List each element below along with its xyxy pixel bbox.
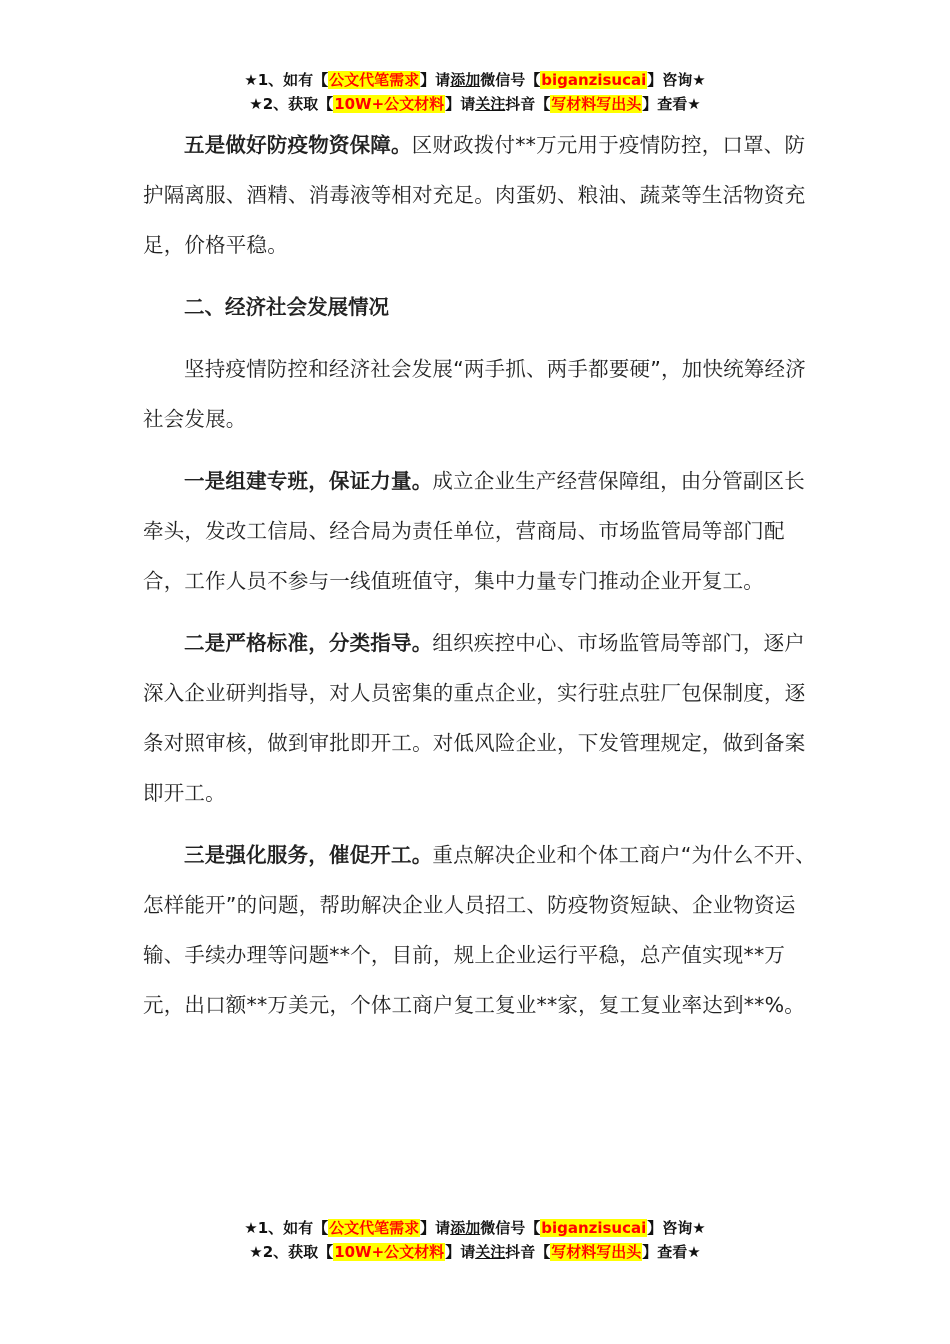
banner-text: 】请	[420, 71, 451, 89]
banner-text: ★2、获取【	[249, 95, 334, 113]
banner-text: 】查看★	[642, 95, 701, 113]
banner-text: 抖音【	[505, 1243, 551, 1261]
banner-text: ★1、如有【	[244, 1219, 329, 1237]
paragraph-lead: 一是组建专班，保证力量。	[184, 469, 433, 493]
wechat-id: biganzisucai	[541, 71, 647, 89]
banner-text: 微信号【	[480, 71, 541, 89]
paragraph	[143, 456, 823, 606]
douyin-id: 写材料写出头	[551, 95, 642, 113]
banner-text: 】请	[420, 1219, 451, 1237]
section-heading: 二、经济社会发展情况	[184, 295, 389, 319]
paragraph	[143, 344, 823, 444]
underlined-text: 关注	[475, 1243, 506, 1261]
underlined-text: 添加	[450, 71, 481, 89]
paragraph-text: 重点解决企业和个体工商户“为什么不开、怎样能开”的问题，帮助解决企业人员招工、防疫物资短缺、企业物资运输、手续办理等问题**个，目前，规上企业运行平稳，总产值实现**万元，出口额**万美元，个体工商户复工复业**家，复工复业率达到**%。	[143, 843, 816, 1017]
banner-text: 抖音【	[505, 95, 551, 113]
banner-text: 】咨询★	[647, 71, 706, 89]
banner-text: ★2、获取【	[249, 1243, 334, 1261]
banner-text: 】查看★	[642, 1243, 701, 1261]
highlight-text: 公文代笔需求	[329, 1219, 420, 1237]
underlined-text: 添加	[450, 1219, 481, 1237]
underlined-text: 关注	[475, 95, 506, 113]
highlight-text: 公文代笔需求	[329, 71, 420, 89]
banner-line-2	[0, 1240, 950, 1264]
banner-text: 】咨询★	[647, 1219, 706, 1237]
paragraph	[143, 120, 823, 270]
highlight-text: 10W+公文材料	[334, 95, 445, 113]
paragraph-lead: 五是做好防疫物资保障。	[184, 133, 412, 157]
paragraph-text: 成立企业生产经营保障组，由分管副区长牵头，发改工信局、经合局为责任单位，营商局、市场监管局等部门配合，工作人员不参与一线值班值守，集中力量专门推动企业开复工。	[143, 469, 806, 593]
douyin-id: 写材料写出头	[551, 1243, 642, 1261]
banner-line-1	[0, 68, 950, 92]
banner-text: 】请	[445, 1243, 476, 1261]
banner-text: 微信号【	[480, 1219, 541, 1237]
paragraph-text: 组织疾控中心、市场监管局等部门，逐户深入企业研判指导，对人员密集的重点企业，实行驻点驻厂包保制度，逐条对照审核，做到审批即开工。对低风险企业，下发管理规定，做到备案即开工。	[143, 631, 806, 805]
banner-line-1	[0, 1216, 950, 1240]
wechat-id: biganzisucai	[541, 1219, 647, 1237]
banner-text: ★1、如有【	[244, 71, 329, 89]
document-body	[143, 120, 823, 1030]
banner-text: 】请	[445, 95, 476, 113]
paragraph-lead: 三是强化服务，催促开工。	[184, 843, 433, 867]
paragraph	[143, 830, 823, 1030]
paragraph	[143, 618, 823, 818]
header-banner	[0, 68, 950, 116]
paragraph-text: 坚持疫情防控和经济社会发展“两手抓、两手都要硬”，加快统筹经济社会发展。	[143, 357, 806, 431]
highlight-text: 10W+公文材料	[334, 1243, 445, 1261]
banner-line-2	[0, 92, 950, 116]
paragraph-text: 区财政拨付**万元用于疫情防控，口罩、防护隔离服、酒精、消毒液等相对充足。肉蛋奶、粮油、蔬菜等生活物资充足，价格平稳。	[143, 133, 806, 257]
paragraph-lead: 二是严格标准，分类指导。	[184, 631, 433, 655]
footer-banner	[0, 1216, 950, 1264]
